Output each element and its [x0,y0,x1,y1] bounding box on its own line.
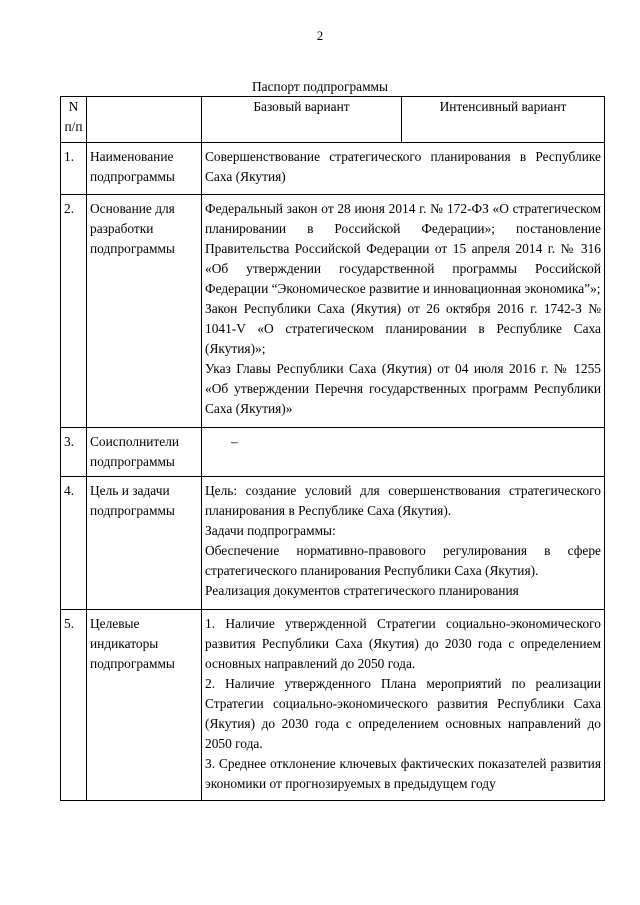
header-label-empty [87,97,202,143]
content-paragraph: 1. Наличие утвержденной Стратегии социально-экономического развития Республики Саха (Якутия) до 2030 года с определением основных направлений до 2050 года. [205,616,601,671]
content-paragraph: Цель: создание условий для совершенствования стратегического планирования в Республике Саха (Якутия). [205,483,601,518]
row-content [202,195,605,428]
content-paragraph: Совершенствование стратегического планирования в Республике Саха (Якутия) [205,149,601,184]
content-paragraph: Задачи подпрограммы: [205,523,336,538]
row-number: 4. [61,477,87,610]
row-number: 3. [61,428,87,477]
header-intensive-variant: Интенсивный вариант [402,97,605,143]
content-paragraph: Закон Республики Саха (Якутия) от 26 октября 2016 г. 1742-З № 1041-V «О стратегическом планировании в Республике Саха (Якутия)»; [205,301,601,356]
row-content [202,610,605,801]
document-title: Паспорт подпрограммы [251,79,389,94]
passport-table [60,96,605,801]
row-number: 1. [61,143,87,195]
row-content [202,143,605,195]
row-label: Наименование подпрограммы [87,143,202,195]
table-row [61,610,605,801]
table-row [61,477,605,610]
content-paragraph: – [231,434,238,449]
table-row [61,143,605,195]
header-num: N п/п [61,97,87,143]
row-number: 2. [61,195,87,428]
header-base-variant: Базовый вариант [202,97,402,143]
content-paragraph: Указ Главы Республики Саха (Якутия) от 04 июля 2016 г. № 1255 «Об утверждении Перечня государственных программ Республики Саха (Якутия)» [205,361,601,416]
content-paragraph: Федеральный закон от 28 июня 2014 г. № 172-ФЗ «О стратегическом планировании в Российской Федерации»; постановление Правительства Российской Федерации от 15 апреля 2014 г. № 316 «Об утверждении государственной программы Российской Федерации “Экономическое развитие и инновационная экономика”»; [205,201,601,296]
table-row [61,428,605,477]
content-paragraph: 3. Среднее отклонение ключевых фактических показателей развития экономики от прогнозируемых в предыдущем году [205,756,601,791]
row-label: Основание для разработки подпрограммы [87,195,202,428]
content-paragraph: 2. Наличие утвержденного Плана мероприятий по реализации Стратегии социально-экономического развития Республики Саха (Якутия) до 2030 года с определением основных направлений до 2050 года. [205,676,601,751]
content-paragraph: Реализация документов стратегического планирования [205,583,519,598]
row-number: 5. [61,610,87,801]
table-row [61,195,605,428]
row-label: Целевые индикаторы подпрограммы [87,610,202,801]
content-paragraph: Обеспечение нормативно-правового регулирования в сфере стратегического планирования Республики Саха (Якутия). [205,543,601,578]
row-label: Соисполнители подпрограммы [87,428,202,477]
table-header-row [61,97,605,143]
page-number: 2 [316,28,324,43]
row-content [202,428,605,477]
row-label: Цель и задачи подпрограммы [87,477,202,610]
row-content [202,477,605,610]
